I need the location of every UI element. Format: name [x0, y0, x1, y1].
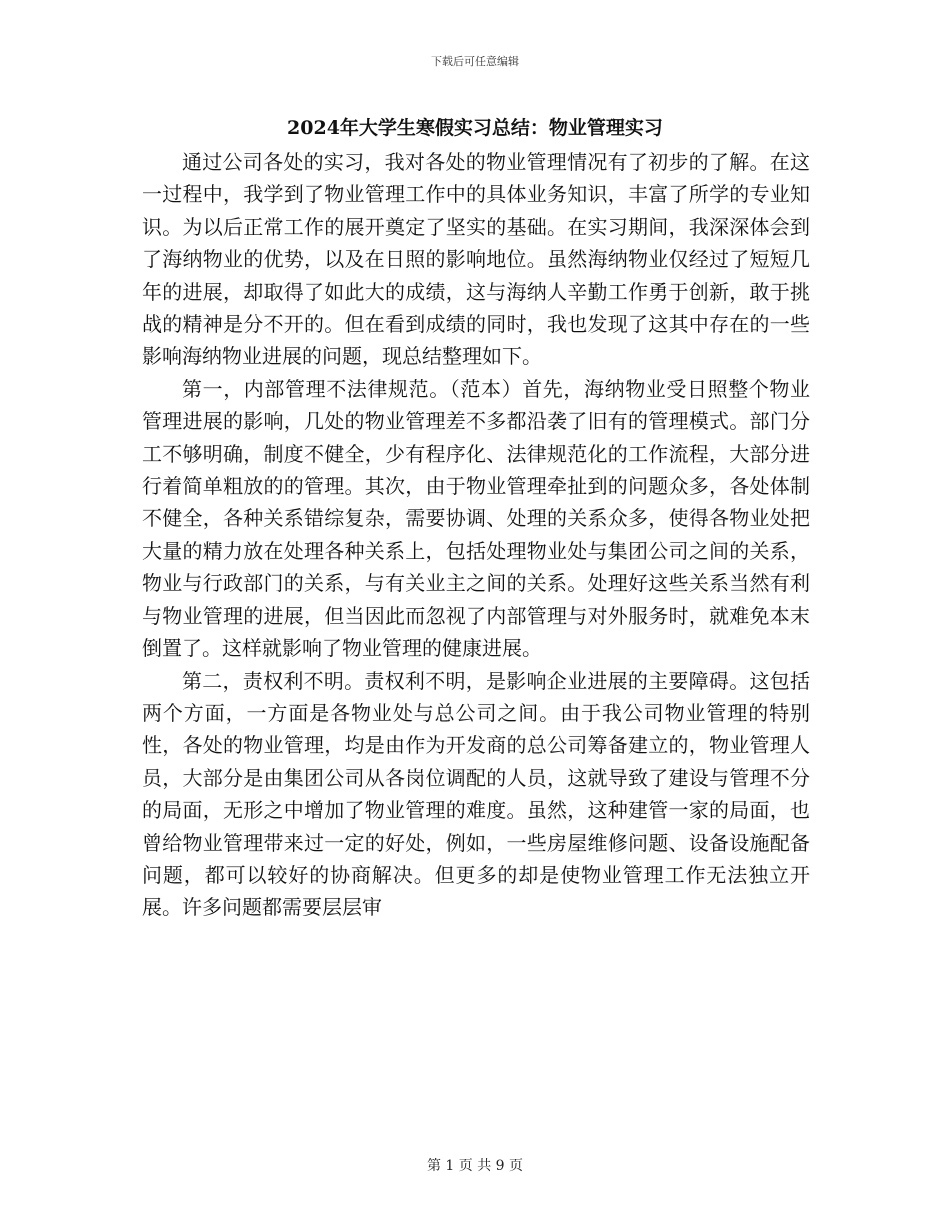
document-title: 2024年大学生寒假实习总结：物业管理实习: [287, 117, 663, 139]
page-number: 第 1 页 共 9 页: [426, 1158, 524, 1174]
paragraph-intro: 通过公司各处的实习，我对各处的物业管理情况有了初步的了解。在这一过程中，我学到了物业管理工作中的具体业务知识，丰富了所学的专业知识。为以后正常工作的展开奠定了坚实的基础。在实习期间，我深深体会到了海纳物业的优势，以及在日照的影响地位。虽然海纳物业仅经过了短短几年的进展，却取得了如此大的成绩，这与海纳人辛勤工作勇于创新，敢于挑战的精神是分不开的。但在看到成绩的同时，我也发现了这其中存在的一些影响海纳物业进展的问题，现总结整理如下。: [142, 150, 810, 369]
document-body: [142, 146, 810, 924]
paragraph-first-point: 第一，内部管理不法律规范。（范本）首先，海纳物业受日照整个物业管理进展的影响，几处的物业管理差不多都沿袭了旧有的管理模式。部门分工不够明确，制度不健全，少有程序化、法律规范化的工作流程，大部分进行着简单粗放的的管理。其次，由于物业管理牵扯到的问题众多，各处体制不健全，各种关系错综复杂，需要协调、处理的关系众多，使得各物业处把大量的精力放在处理各种关系上，包括处理物业处与集团公司之间的关系，物业与行政部门的关系，与有关业主之间的关系。处理好这些关系当然有利与物业管理的进展，但当因此而忽视了内部管理与对外服务时，就难免本末倒置了。这样就影响了物业管理的健康进展。: [142, 376, 810, 661]
header-note: 下载后可任意编辑: [431, 55, 519, 68]
paragraph-second-point: 第二，责权利不明。责权利不明，是影响企业进展的主要障碍。这包括两个方面，一方面是各物业处与总公司之间。由于我公司物业管理的特别性，各处的物业管理，均是由作为开发商的总公司筹备建立的，物业管理人员，大部分是由集团公司从各岗位调配的人员，这就导致了建设与管理不分的局面，无形之中增加了物业管理的难度。虽然，这种建管一家的局面，也曾给物业管理带来过一定的好处，例如，一些房屋维修问题、设备设施配备问题，都可以较好的协商解决。但更多的却是使物业管理工作无法独立开展。许多问题都需要层层审: [142, 668, 810, 920]
